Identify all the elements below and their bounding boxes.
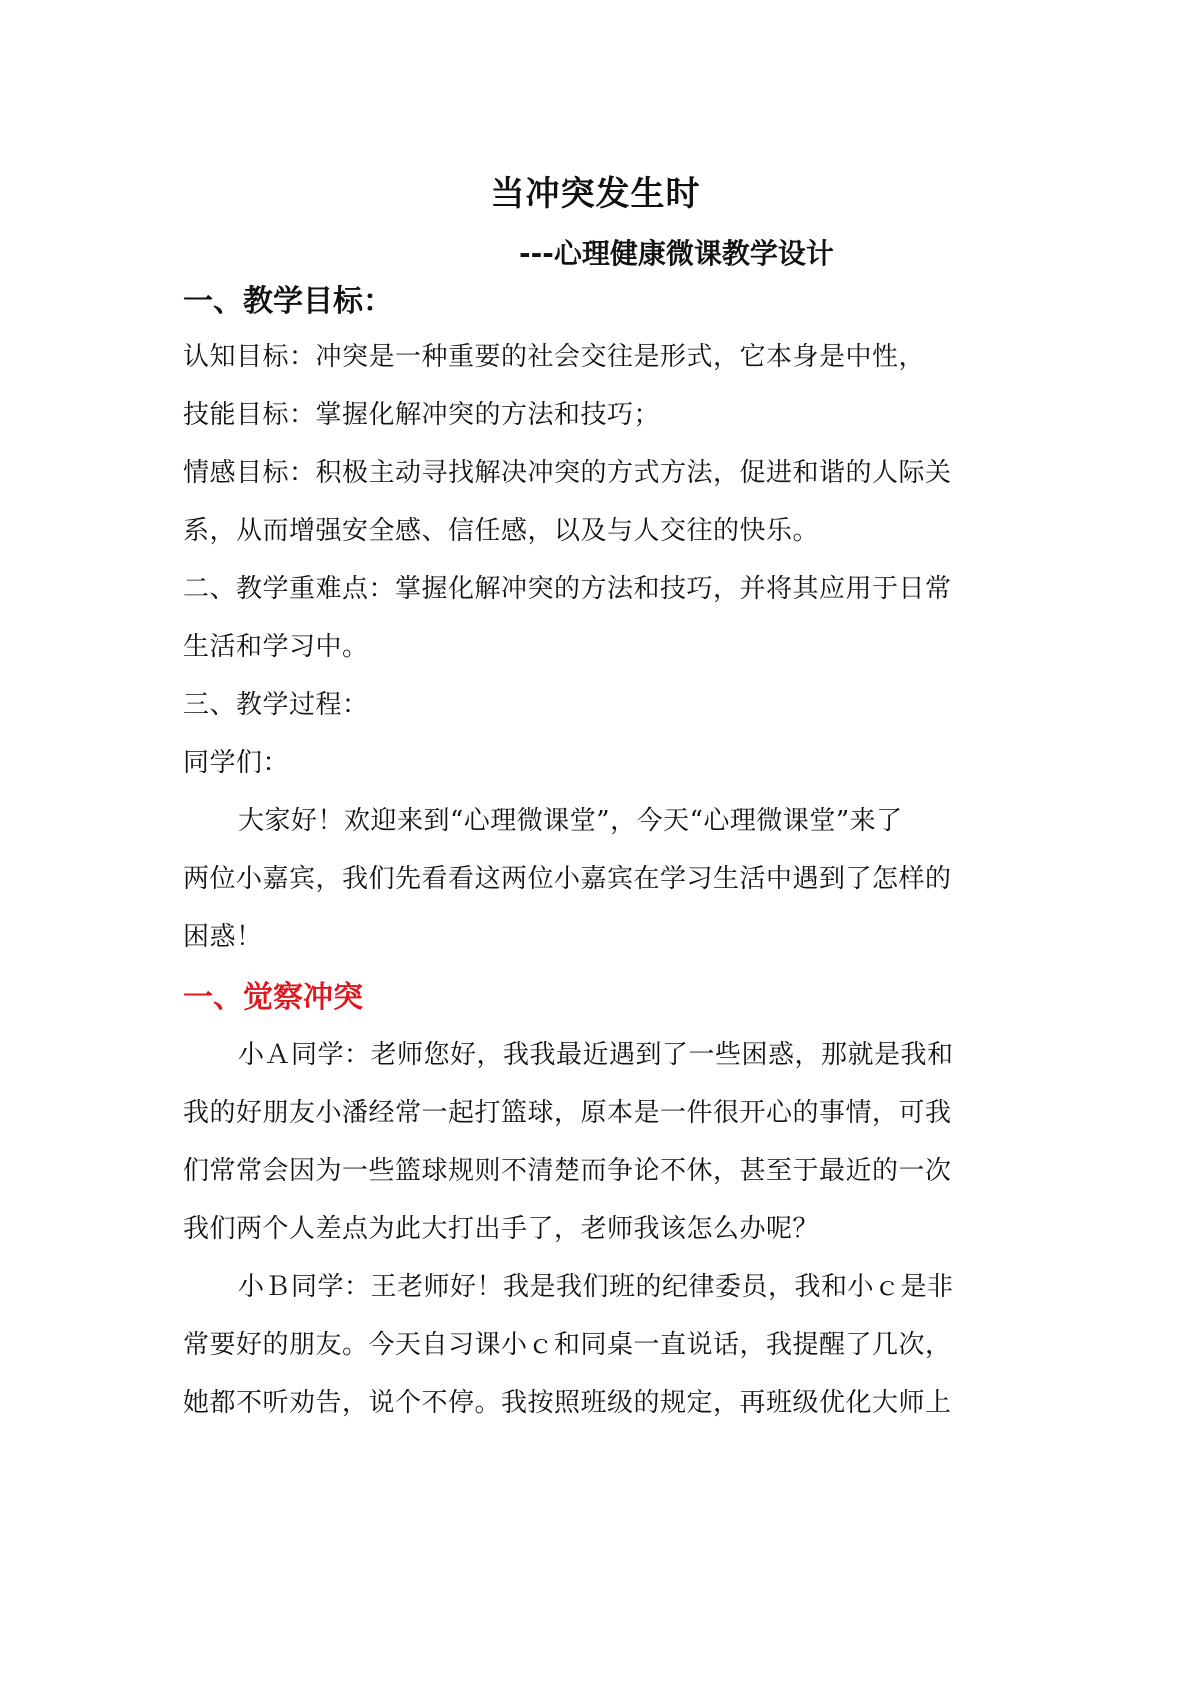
goal-emotion-continued: 系，从而增强安全感、信任感，以及与人交往的快乐。 bbox=[183, 516, 820, 546]
intro-paragraph-line: 两位小嘉宾，我们先看看这两位小嘉宾在学习生活中遇到了怎样的 bbox=[183, 864, 952, 894]
goal-skill: 技能目标：掌握化解冲突的方法和技巧； bbox=[183, 400, 661, 430]
student-b-paragraph-line: 常要好的朋友。今天自习课小ｃ和同桌一直说话，我提醒了几次， bbox=[183, 1330, 952, 1360]
student-a-paragraph-line: 我的好朋友小潘经常一起打篮球，原本是一件很开心的事情，可我 bbox=[183, 1098, 952, 1128]
section-heading-teaching-goals: 一、教学目标： bbox=[183, 284, 393, 319]
student-a-paragraph-line: 们常常会因为一些篮球规则不清楚而争论不休，甚至于最近的一次 bbox=[183, 1156, 952, 1186]
key-points-line: 二、教学重难点：掌握化解冲突的方法和技巧，并将其应用于日常 bbox=[183, 574, 952, 604]
section-heading-perceive-conflict: 一、觉察冲突 bbox=[183, 980, 363, 1015]
intro-paragraph-line: 困惑！ bbox=[183, 922, 263, 952]
student-a-paragraph-line: 小Ａ同学：老师您好，我我最近遇到了一些困惑，那就是我和 bbox=[238, 1040, 954, 1070]
greeting-line: 同学们： bbox=[183, 748, 290, 778]
goal-cognitive: 认知目标：冲突是一种重要的社会交往是形式，它本身是中性， bbox=[183, 342, 926, 372]
student-b-paragraph-line: 她都不听劝告，说个不停。我按照班级的规定，再班级优化大师上 bbox=[183, 1388, 952, 1418]
student-b-paragraph-line: 小Ｂ同学：王老师好！我是我们班的纪律委员，我和小ｃ是非 bbox=[238, 1272, 954, 1302]
process-heading: 三、教学过程： bbox=[183, 690, 369, 720]
document-subtitle: ---心理健康微课教学设计 bbox=[519, 237, 834, 270]
intro-paragraph-line: 大家好！欢迎来到“心理微课堂”，今天“心理微课堂”来了 bbox=[238, 806, 903, 836]
key-points-line: 生活和学习中。 bbox=[183, 632, 369, 662]
document-title: 当冲突发生时 bbox=[490, 174, 701, 214]
student-a-paragraph-line: 我们两个人差点为此大打出手了，老师我该怎么办呢？ bbox=[183, 1214, 820, 1244]
goal-emotion: 情感目标：积极主动寻找解决冲突的方式方法，促进和谐的人际关 bbox=[183, 458, 952, 488]
